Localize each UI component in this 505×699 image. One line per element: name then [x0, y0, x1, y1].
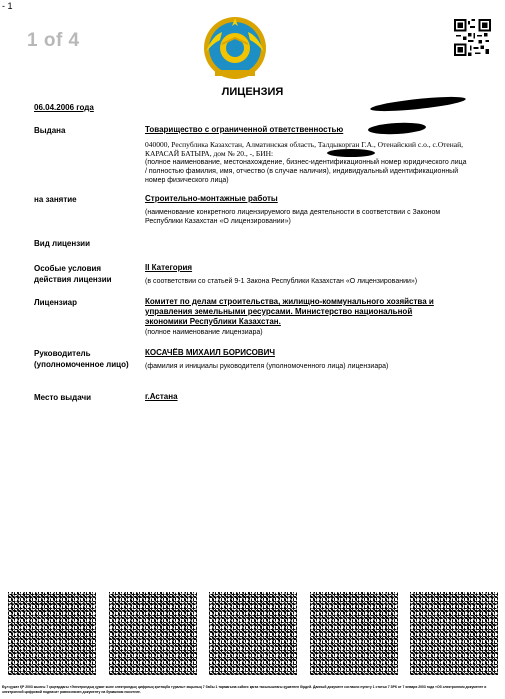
field-label-place: Место выдачи: [34, 393, 92, 402]
head-name: КОСАЧЁВ МИХАИЛ БОРИСОВИЧ: [145, 348, 275, 357]
redaction-mark: [327, 149, 375, 157]
state-emblem-icon: [200, 12, 270, 82]
field-label-licensor: Лицензиар: [34, 298, 77, 307]
licensor-note: (полное наименование лицензиара): [145, 329, 263, 336]
field-label-activity: на занятие: [34, 195, 77, 204]
2d-barcode-icon: [410, 592, 498, 675]
page-corner-mark: - 1: [2, 1, 13, 11]
licensee-note: (полное наименование, местонахождение, бизнес-идентификационный номер юридического лица / полностью фамилия, имя, отчество (в случае наличия), индивидуальный идентификационный номер физического лица): [145, 159, 467, 184]
field-label-special-conditions: Особые условия действия лицензии: [34, 264, 112, 284]
2d-barcode-icon: [109, 592, 197, 675]
licensor-name: Комитет по делам строительства, жилищно-коммунального хозяйства и управления земельными ресурсами. Министерство национальной экономики Республики Казахстан.: [145, 297, 434, 326]
activity-note: (наименование конкретного лицензируемого вида деятельности в соответствии с Законом Республики Казахстан «О лицензировании»): [145, 209, 441, 225]
qr-code-icon: [454, 19, 491, 56]
issue-place: г.Астана: [145, 392, 178, 401]
activity-name: Строительно-монтажные работы: [145, 194, 278, 203]
page-counter: 1 of 4: [27, 30, 80, 51]
2d-barcode-icon: [8, 592, 96, 675]
2d-barcode-icon: [209, 592, 297, 675]
issue-date: 06.04.2006 года: [34, 103, 94, 112]
field-value-head: [145, 348, 475, 358]
field-label-head: Руководитель (уполномоченное лицо): [34, 349, 129, 369]
license-category: II Категория: [145, 263, 193, 272]
document-title: ЛИЦЕНЗИЯ: [221, 86, 284, 98]
field-value-place: [145, 392, 475, 402]
field-label-issued-to: Выдана: [34, 126, 66, 135]
field-value-special-conditions: [145, 263, 475, 273]
field-label-license-type: Вид лицензии: [34, 239, 91, 248]
field-value-licensor: [145, 297, 450, 327]
licensee-name: Товарищество с ограниченной ответственностью: [145, 125, 344, 134]
field-value-activity: [145, 194, 475, 204]
special-conditions-note: (в соответствии со статьей 9-1 Закона Республики Казахстан «О лицензировании»): [145, 278, 418, 285]
2d-barcode-icon: [310, 592, 398, 675]
barcode-row: [8, 592, 498, 675]
licensee-address: 040000, Республика Казахстан, Алматинская область, Талдыкорган Г.А., Отенайский с.о., с.Отенай, КАРАСАЙ БАТЫРА, дом № 20., -, БИН:: [145, 140, 463, 158]
head-note: (фамилия и инициалы руководителя (уполномоченного лица) лицензиара): [145, 363, 389, 370]
footer-legal-note: Бұл құжат ҚР 2003 жылғы 7 қаңтардағы «Электрондық құжат және электрондық цифрлық қолтаңба туралы» заңының 7 бабы 1 тармағына сәйкес қағаз тасығыштағы құжатпен бірдей. Данный документ согласно пункту 1 статьи 7 ЗРК от 7 января 2003 года «Об электронном документе и электронной цифровой подписи» равнозначен документу на бумажном носителе.: [2, 685, 487, 694]
